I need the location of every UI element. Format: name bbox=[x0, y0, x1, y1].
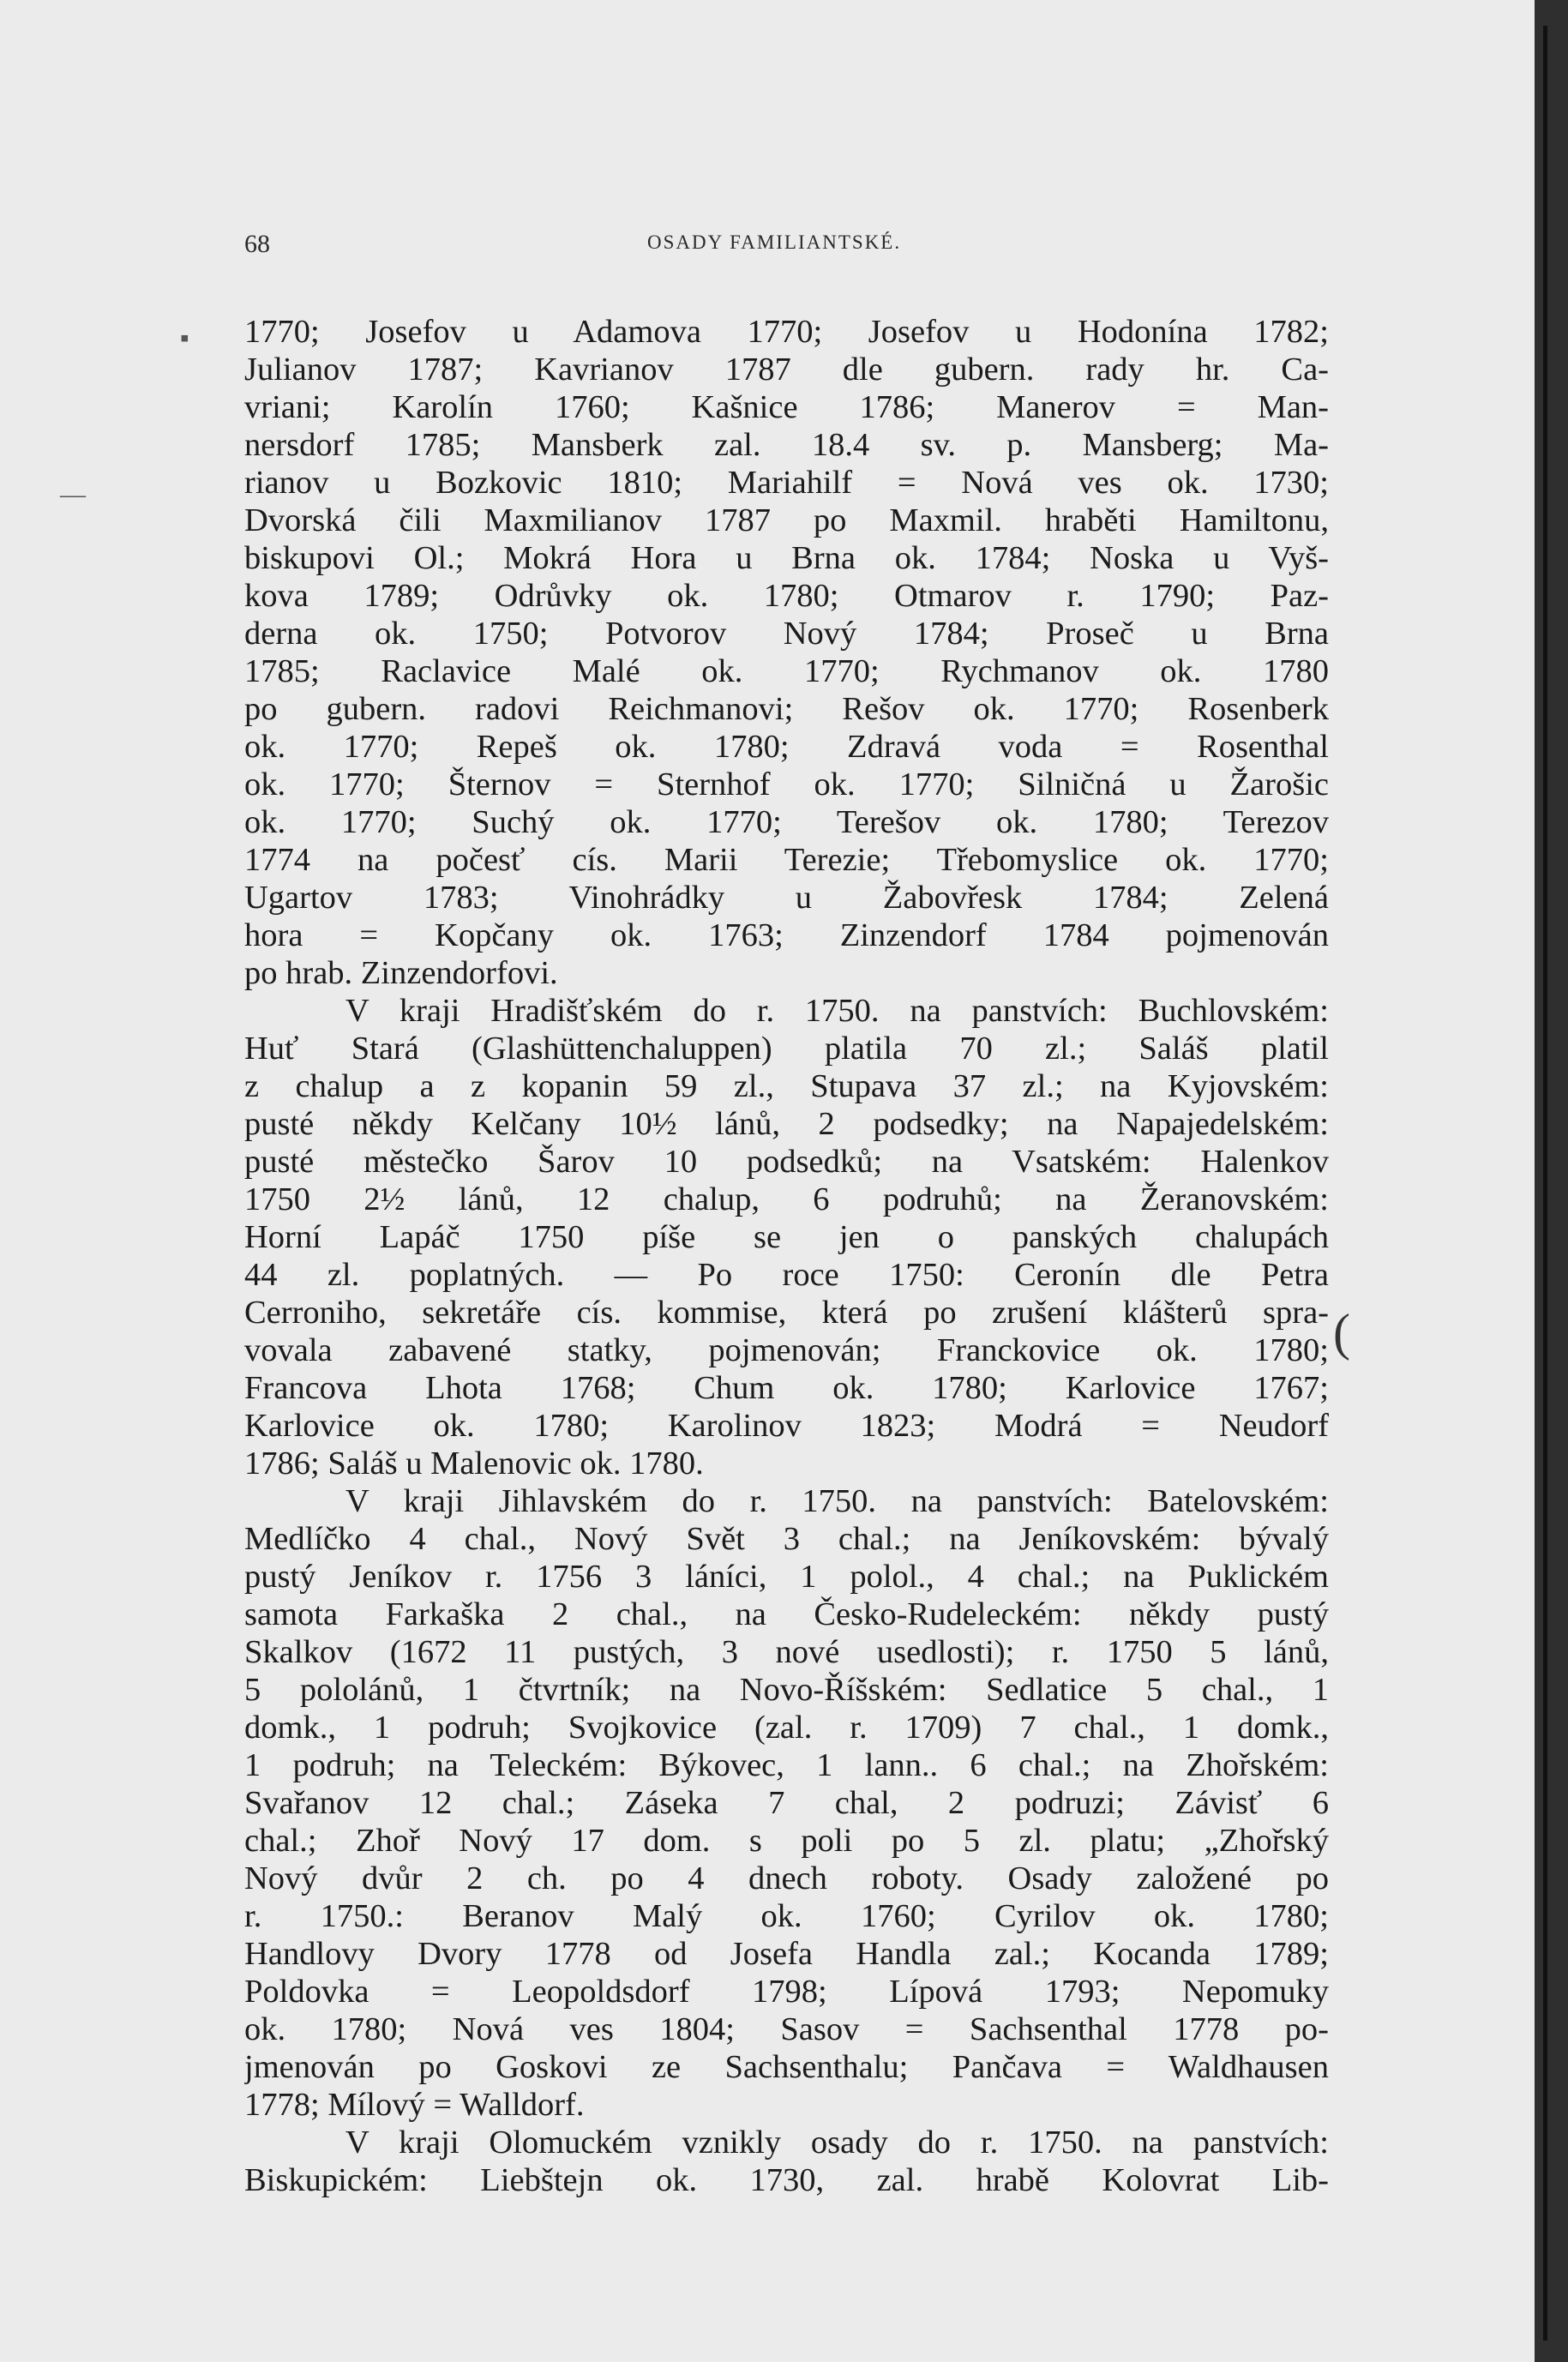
text-line: 1 podruh; na Teleckém: Býkovec, 1 lann.. 6 chal.; na Zhořském: bbox=[244, 1747, 1329, 1783]
text-line: 1778; Mílový = Walldorf. bbox=[244, 2087, 585, 2123]
page-number: 68 bbox=[244, 230, 270, 258]
text-line: 1770; Josefov u Adamova 1770; Josefov u Hodonína 1782; bbox=[244, 314, 1329, 350]
section-start-line: V kraji Jihlavském do r. 1750. na panstvích: Batelovském: bbox=[345, 1483, 1329, 1519]
text-line: chal.; Zhoř Nový 17 dom. s poli po 5 zl. platu; „Zhořský bbox=[244, 1823, 1329, 1859]
text-line: derna ok. 1750; Potvorov Nový 1784; Proseč u Brna bbox=[244, 616, 1329, 652]
text-line: z chalup a z kopanin 59 zl., Stupava 37 zl.; na Kyjovském: bbox=[244, 1068, 1329, 1104]
text-line: biskupovi Ol.; Mokrá Hora u Brna ok. 1784; Noska u Vyš- bbox=[244, 540, 1329, 576]
text-line: vovala zabavené statky, pojmenován; Franckovice ok. 1780; bbox=[244, 1332, 1329, 1368]
body-text bbox=[244, 313, 1329, 2199]
text-line: Francova Lhota 1768; Chum ok. 1780; Karlovice 1767; bbox=[244, 1370, 1329, 1406]
text-line: jmenován po Goskovi ze Sachsenthalu; Pančava = Waldhausen bbox=[244, 2049, 1329, 2085]
text-line: pusté někdy Kelčany 10½ lánů, 2 podsedky; na Napajedelském: bbox=[244, 1106, 1329, 1142]
text-line: 1786; Saláš u Malenovic ok. 1780. bbox=[244, 1445, 704, 1482]
text-line: Horní Lapáč 1750 píše se jen o panských chalupách bbox=[244, 1219, 1329, 1255]
text-line: Handlovy Dvory 1778 od Josefa Handla zal.; Kocanda 1789; bbox=[244, 1936, 1329, 1972]
text-line: samota Farkaška 2 chal., na Česko-Rudeleckém: někdy pustý bbox=[244, 1596, 1329, 1632]
section-start-line: V kraji Hradišťském do r. 1750. na panstvích: Buchlovském: bbox=[345, 993, 1329, 1029]
text-line: Ugartov 1783; Vinohrádky u Žabovřesk 1784; Zelená bbox=[244, 880, 1329, 916]
text-line: 1785; Raclavice Malé ok. 1770; Rychmanov ok. 1780 bbox=[244, 653, 1329, 689]
section-start-line: V kraji Olomuckém vznikly osady do r. 1750. na panstvích: bbox=[345, 2125, 1329, 2161]
text-line: Karlovice ok. 1780; Karolinov 1823; Modrá = Neudorf bbox=[244, 1408, 1329, 1444]
text-line: 1774 na počesť cís. Marii Terezie; Třebomyslice ok. 1770; bbox=[244, 842, 1329, 878]
margin-mark: ▪ bbox=[180, 324, 189, 352]
text-line: Biskupickém: Liebštejn ok. 1730, zal. hrabě Kolovrat Lib- bbox=[244, 2162, 1329, 2198]
margin-mark: — bbox=[60, 480, 86, 508]
running-title: OSADY FAMILIANTSKÉ. bbox=[647, 231, 902, 253]
text-line: nersdorf 1785; Mansberk zal. 18.4 sv. p. Mansberg; Ma- bbox=[244, 427, 1329, 463]
text-line: Nový dvůr 2 ch. po 4 dnech roboty. Osady založené po bbox=[244, 1860, 1329, 1896]
text-line: 1750 2½ lánů, 12 chalup, 6 podruhů; na Žeranovském: bbox=[244, 1181, 1329, 1217]
text-line: ok. 1780; Nová ves 1804; Sasov = Sachsenthal 1778 po- bbox=[244, 2011, 1329, 2047]
text-line: Dvorská čili Maxmilianov 1787 po Maxmil. hraběti Hamiltonu, bbox=[244, 502, 1329, 538]
margin-bracket: ( bbox=[1333, 1304, 1350, 1361]
text-line: po hrab. Zinzendorfovi. bbox=[244, 955, 558, 991]
scan-edge bbox=[1535, 0, 1568, 2362]
text-line: Svařanov 12 chal.; Záseka 7 chal, 2 podruzi; Závisť 6 bbox=[244, 1785, 1329, 1821]
text-line: Cerroniho, sekretáře cís. kommise, která po zrušení klášterů spra- bbox=[244, 1295, 1329, 1331]
text-line: domk., 1 podruh; Svojkovice (zal. r. 1709) 7 chal., 1 domk., bbox=[244, 1710, 1329, 1746]
text-line: hora = Kopčany ok. 1763; Zinzendorf 1784 pojmenován bbox=[244, 917, 1329, 953]
text-line: rianov u Bozkovic 1810; Mariahilf = Nová ves ok. 1730; bbox=[244, 465, 1329, 501]
text-line: ok. 1770; Šternov = Sternhof ok. 1770; Silničná u Žarošic bbox=[244, 766, 1329, 802]
text-line: Julianov 1787; Kavrianov 1787 dle gubern. rady hr. Ca- bbox=[244, 352, 1329, 388]
text-line: ok. 1770; Repeš ok. 1780; Zdravá voda = Rosenthal bbox=[244, 729, 1329, 765]
text-line: po gubern. radovi Reichmanovi; Rešov ok. 1770; Rosenberk bbox=[244, 691, 1329, 727]
text-line: r. 1750.: Beranov Malý ok. 1760; Cyrilov ok. 1780; bbox=[244, 1898, 1329, 1934]
text-line: kova 1789; Odrůvky ok. 1780; Otmarov r. 1790; Paz- bbox=[244, 578, 1329, 614]
text-line: 44 zl. poplatných. — Po roce 1750: Ceronín dle Petra bbox=[244, 1257, 1329, 1293]
text-line: pusté městečko Šarov 10 podsedků; na Vsatském: Halenkov bbox=[244, 1144, 1329, 1180]
text-line: Poldovka = Leopoldsdorf 1798; Lípová 1793; Nepomuky bbox=[244, 1974, 1329, 2010]
text-line: Medlíčko 4 chal., Nový Svět 3 chal.; na Jeníkovském: bývalý bbox=[244, 1521, 1329, 1557]
text-line: vriani; Karolín 1760; Kašnice 1786; Manerov = Man- bbox=[244, 389, 1329, 425]
scan-edge-line bbox=[1543, 26, 1547, 2341]
running-head bbox=[244, 230, 1333, 264]
text-line: 5 pololánů, 1 čtvrtník; na Novo-Říšském: Sedlatice 5 chal., 1 bbox=[244, 1672, 1329, 1708]
text-line: pustý Jeníkov r. 1756 3 láníci, 1 polol., 4 chal.; na Puklickém bbox=[244, 1559, 1329, 1595]
text-line: ok. 1770; Suchý ok. 1770; Terešov ok. 1780; Terezov bbox=[244, 804, 1329, 840]
text-line: Skalkov (1672 11 pustých, 3 nové usedlosti); r. 1750 5 lánů, bbox=[244, 1634, 1329, 1670]
text-line: Huť Stará (Glashüttenchaluppen) platila 70 zl.; Saláš platil bbox=[244, 1031, 1329, 1067]
